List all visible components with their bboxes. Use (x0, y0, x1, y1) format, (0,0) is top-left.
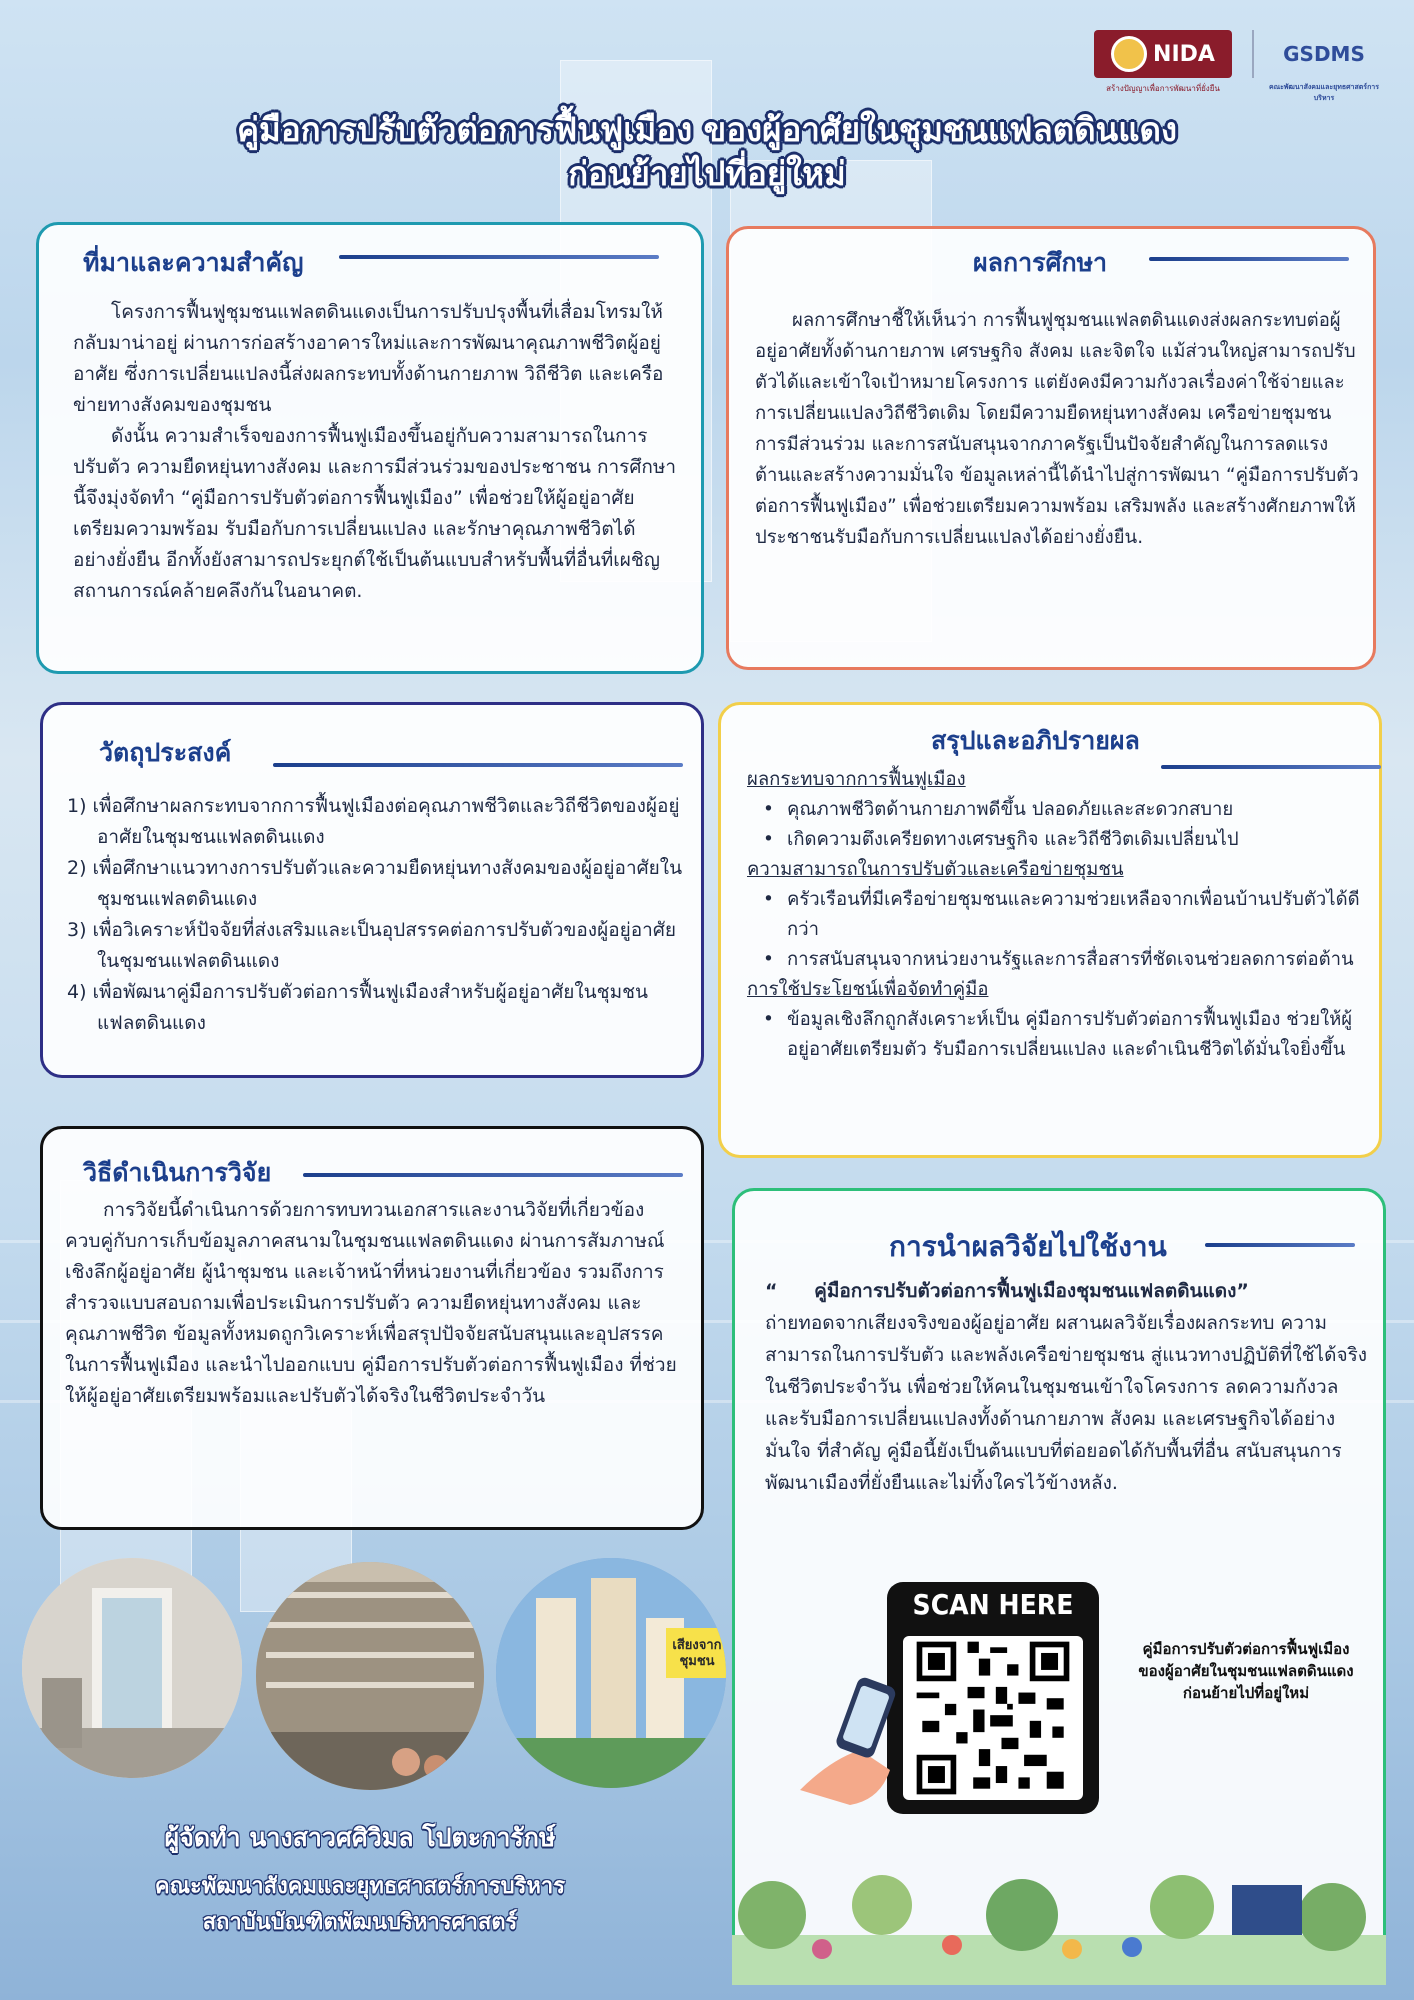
manual-title-text: คู่มือการปรับตัวต่อการฟื้นฟูเมืองชุมชนแฟลตดินแดง” (814, 1280, 1249, 1302)
results-paragraph: ผลการศึกษาชี้ให้เห็นว่า การฟื้นฟูชุมชนแฟลตดินแดงส่งผลกระทบต่อผู้อยู่อาศัยทั้งด้านกายภาพ เศรษฐกิจ สังคม และจิตใจ แม้ส่วนใหญ่สามารถปรับตัวได้และเข้าใจเป้าหมายโครงการ แต่ยังคงมีความกังวลเรื่องค่าใช้จ่ายและการเปลี่ยนแปลงวิถีชีวิตเดิม โดยมีความยืดหยุ่นทางสังคม เครือข่ายชุมชน การมีส่วนร่วม และการสนับสนุนจากภาครัฐเป็นปัจจัยสำคัญในการลดแรงต้านและสร้างความมั่นใจ ข้อมูลเหล่านี้ได้นำไปสู่การพัฒนา “คู่มือการปรับตัวต่อการฟื้นฟูเมือง” เพื่อช่วยเตรียมความพร้อม เสริมพลัง และสร้างศักยภาพให้ประชาชนรับมือกับการเปลี่ยนแปลงได้อย่างยั่งยืน. (755, 310, 1359, 548)
logo-group (1094, 30, 1379, 102)
nida-logo (1094, 30, 1232, 78)
application-body (765, 1275, 1375, 1499)
nida-emblem-icon (1111, 36, 1147, 72)
methodology-card (40, 1126, 704, 1530)
summary-bullet: • เกิดความตึงเครียดทางเศรษฐกิจ และวิถีชีวิตเดิมเปลี่ยนไป (747, 825, 1371, 855)
summary-adaptation-list (747, 885, 1371, 975)
results-body (755, 305, 1359, 553)
logo-divider (1252, 30, 1254, 78)
methodology-body (65, 1195, 685, 1412)
poster-title (0, 108, 1414, 196)
summary-subheading-adaptation: ความสามารถในการปรับตัวและเครือข่ายชุมชน (747, 859, 1124, 880)
heading-underline (303, 1173, 683, 1177)
background-heading: ที่มาและความสำคัญ (83, 248, 304, 277)
heading-underline (273, 763, 683, 767)
results-heading: ผลการศึกษา (973, 248, 1108, 277)
background-paragraph-2: ดังนั้น ความสำเร็จของการฟื้นฟูเมืองขึ้นอยู่กับความสามารถในการปรับตัว ความยืดหยุ่นทางสังคม และการมีส่วนร่วมของประชาชน การศึกษานี้จึงมุ่งจัดทำ “คู่มือการปรับตัวต่อการฟื้นฟูเมือง” เพื่อช่วยให้ผู้อยู่อาศัยเตรียมความพร้อม รับมือกับการเปลี่ยนแปลง และรักษาคุณภาพชีวิตได้อย่างยั่งยืน อีกทั้งยังสามารถประยุกต์ใช้เป็นต้นแบบสำหรับพื้นที่อื่นที่เผชิญสถานการณ์คล้ายคลึงกันในอนาคต. (73, 425, 677, 602)
objective-item: 4) เพื่อพัฒนาคู่มือการปรับตัวต่อการฟื้นฟูเมืองสำหรับผู้อยู่อาศัยในชุมชนแฟลตดินแดง (67, 981, 648, 1034)
tower-model-image (496, 1558, 726, 1788)
background-paragraph-1: โครงการฟื้นฟูชุมชนแฟลตดินแดงเป็นการปรับปรุงพื้นที่เสื่อมโทรมให้กลับมาน่าอยู่ ผ่านการก่อสร้างอาคารใหม่และการพัฒนาคุณภาพชีวิตผู้อยู่อาศัย ซึ่งการเปลี่ยนแปลงนี้ส่งผลกระทบทั้งด้านกายภาพ วิถีชีวิต และเครือข่ายทางสังคมของชุมชน (73, 301, 664, 416)
summary-bullet: • ข้อมูลเชิงลึกถูกสังเคราะห์เป็น คู่มือการปรับตัวต่อการฟื้นฟูเมือง ช่วยให้ผู้อยู่อาศัยเตรียมตัว รับมือการเปลี่ยนแปลง และดำเนินชีวิตได้มั่นใจยิ่งขึ้น (747, 1005, 1371, 1065)
objective-item: 1) เพื่อศึกษาผลกระทบจากการฟื้นฟูเมืองต่อคุณภาพชีวิตและวิถีชีวิตของผู้อยู่อาศัยในชุมชนแฟลตดินแดง (67, 795, 680, 848)
sign-line-2: ชุมชน (679, 1654, 715, 1669)
objectives-card (40, 702, 704, 1078)
application-paragraph: ถ่ายทอดจากเสียงจริงของผู้อยู่อาศัย ผสานผลวิจัยเรื่องผลกระทบ ความสามารถในการปรับตัว และพลังเครือข่ายชุมชน สู่แนวทางปฏิบัติที่ใช้ได้จริงในชีวิตประจำวัน เพื่อช่วยให้คนในชุมชนเข้าใจโครงการ ลดความกังวล และรับมือการเปลี่ยนแปลงทั้งด้านกายภาพ สังคม และเศรษฐกิจได้อย่างมั่นใจ ที่สำคัญ คู่มือนี้ยังเป็นต้นแบบที่ต่อยอดได้กับพื้นที่อื่น สนับสนุนการพัฒนาเมืองที่ยั่งยืนและไม่ทิ้งใครไว้ข้างหลัง. (765, 1312, 1368, 1494)
summary-bullet: • การสนับสนุนจากหน่วยงานรัฐและการสื่อสารที่ชัดเจนช่วยลดการต่อต้าน (747, 945, 1371, 975)
qr-code-icon[interactable] (903, 1636, 1083, 1800)
scan-here-label: SCAN HERE (912, 1588, 1074, 1621)
photo-room-interior (22, 1558, 242, 1778)
objective-item: 3) เพื่อวิเคราะห์ปัจจัยที่ส่งเสริมและเป็นอุปสรรคต่อการปรับตัวของผู้อยู่อาศัยในชุมชนแฟลตดินแดง (67, 919, 677, 972)
institute-credit: สถาบันบัณฑิตพัฒนบริหารศาสตร์ (202, 1910, 518, 1935)
heading-underline (1205, 1243, 1355, 1247)
heading-underline (339, 255, 659, 259)
heading-underline (1149, 257, 1349, 261)
quote-open: “ (765, 1280, 778, 1302)
gsdms-tagline: คณะพัฒนาสังคมและยุทธศาสตร์การบริหาร (1268, 83, 1379, 102)
faculty-credit: คณะพัฒนาสังคมและยุทธศาสตร์การบริหาร (154, 1874, 566, 1899)
summary-heading: สรุปและอภิปรายผล (931, 726, 1140, 755)
hand-phone-illustration (790, 1670, 920, 1810)
summary-bullet: • คุณภาพชีวิตด้านกายภาพดีขึ้น ปลอดภัยและสะดวกสบาย (747, 795, 1371, 825)
community-sign (668, 1638, 726, 1670)
author-credit: ผู้จัดทำ นางสาวศศิวิมล โปตะการักษ์ (164, 1823, 556, 1852)
objectives-list (45, 791, 685, 1039)
nida-logo-text: NIDA (1153, 41, 1215, 67)
title-line-1: คู่มือการปรับตัวต่อการฟื้นฟูเมือง ของผู้อาศัยในชุมชนแฟลตดินแดง (236, 110, 1178, 149)
nida-tagline: สร้างปัญญาเพื่อการพัฒนาที่ยั่งยืน (1106, 84, 1220, 93)
summary-card (718, 702, 1382, 1158)
summary-usage-list (747, 1005, 1371, 1065)
qr-caption-line-2: ของผู้อาศัยในชุมชนแฟลตดินแดง (1138, 1662, 1354, 1680)
background-body (73, 297, 677, 607)
summary-impact-list (747, 795, 1371, 855)
application-heading: การนำผลวิจัยไปใช้งาน (889, 1230, 1167, 1263)
background-card (36, 222, 704, 674)
qr-caption-line-1: คู่มือการปรับตัวต่อการฟื้นฟูเมือง (1142, 1640, 1350, 1658)
title-line-2: ก่อนย้ายไปที่อยู่ใหม่ (568, 154, 846, 193)
sign-line-1: เสียงจาก (672, 1638, 722, 1653)
results-card (726, 226, 1376, 670)
gsdms-logo-text: GSDMS (1283, 42, 1365, 66)
summary-subheading-impact: ผลกระทบจากการฟื้นฟูเมือง (747, 769, 966, 790)
summary-subheading-usage: การใช้ประโยชน์เพื่อจัดทำคู่มือ (747, 979, 989, 1000)
room-interior-image (22, 1558, 242, 1778)
gsdms-logo (1268, 30, 1379, 102)
objective-item: 2) เพื่อศึกษาแนวทางการปรับตัวและความยืดหยุ่นทางสังคมของผู้อยู่อาศัยในชุมชนแฟลตดินแดง (67, 857, 683, 910)
objectives-heading: วัตถุประสงค์ (99, 738, 232, 767)
qr-caption (1108, 1638, 1384, 1704)
methodology-heading: วิธีดำเนินการวิจัย (83, 1158, 272, 1187)
flat-buildings-image (256, 1562, 484, 1790)
park-illustration (732, 1845, 1386, 1985)
photo-flat-buildings (256, 1562, 484, 1790)
summary-body (747, 765, 1371, 1065)
methodology-paragraph: การวิจัยนี้ดำเนินการด้วยการทบทวนเอกสารและงานวิจัยที่เกี่ยวข้อง ควบคู่กับการเก็บข้อมูลภาคสนามในชุมชนแฟลตดินแดง ผ่านการสัมภาษณ์เชิงลึกผู้อยู่อาศัย ผู้นำชุมชน และเจ้าหน้าที่หน่วยงานที่เกี่ยวข้อง รวมถึงการสำรวจแบบสอบถามเพื่อประเมินการปรับตัว ความยืดหยุ่นทางสังคม และคุณภาพชีวิต ข้อมูลทั้งหมดถูกวิเคราะห์เพื่อสรุปปัจจัยสนับสนุนและอุปสรรคในการฟื้นฟูเมือง และนำไปออกแบบ คู่มือการปรับตัวต่อการฟื้นฟูเมือง ที่ช่วยให้ผู้อยู่อาศัยเตรียมพร้อมและปรับตัวได้จริงในชีวิตประจำวัน (65, 1199, 677, 1407)
photo-new-tower-model (496, 1558, 726, 1788)
summary-bullet: • ครัวเรือนที่มีเครือข่ายชุมชนและความช่วยเหลือจากเพื่อนบ้านปรับตัวได้ดีกว่า (747, 885, 1371, 945)
manual-title (765, 1275, 1375, 1307)
qr-caption-line-3: ก่อนย้ายไปที่อยู่ใหม่ (1182, 1684, 1310, 1702)
